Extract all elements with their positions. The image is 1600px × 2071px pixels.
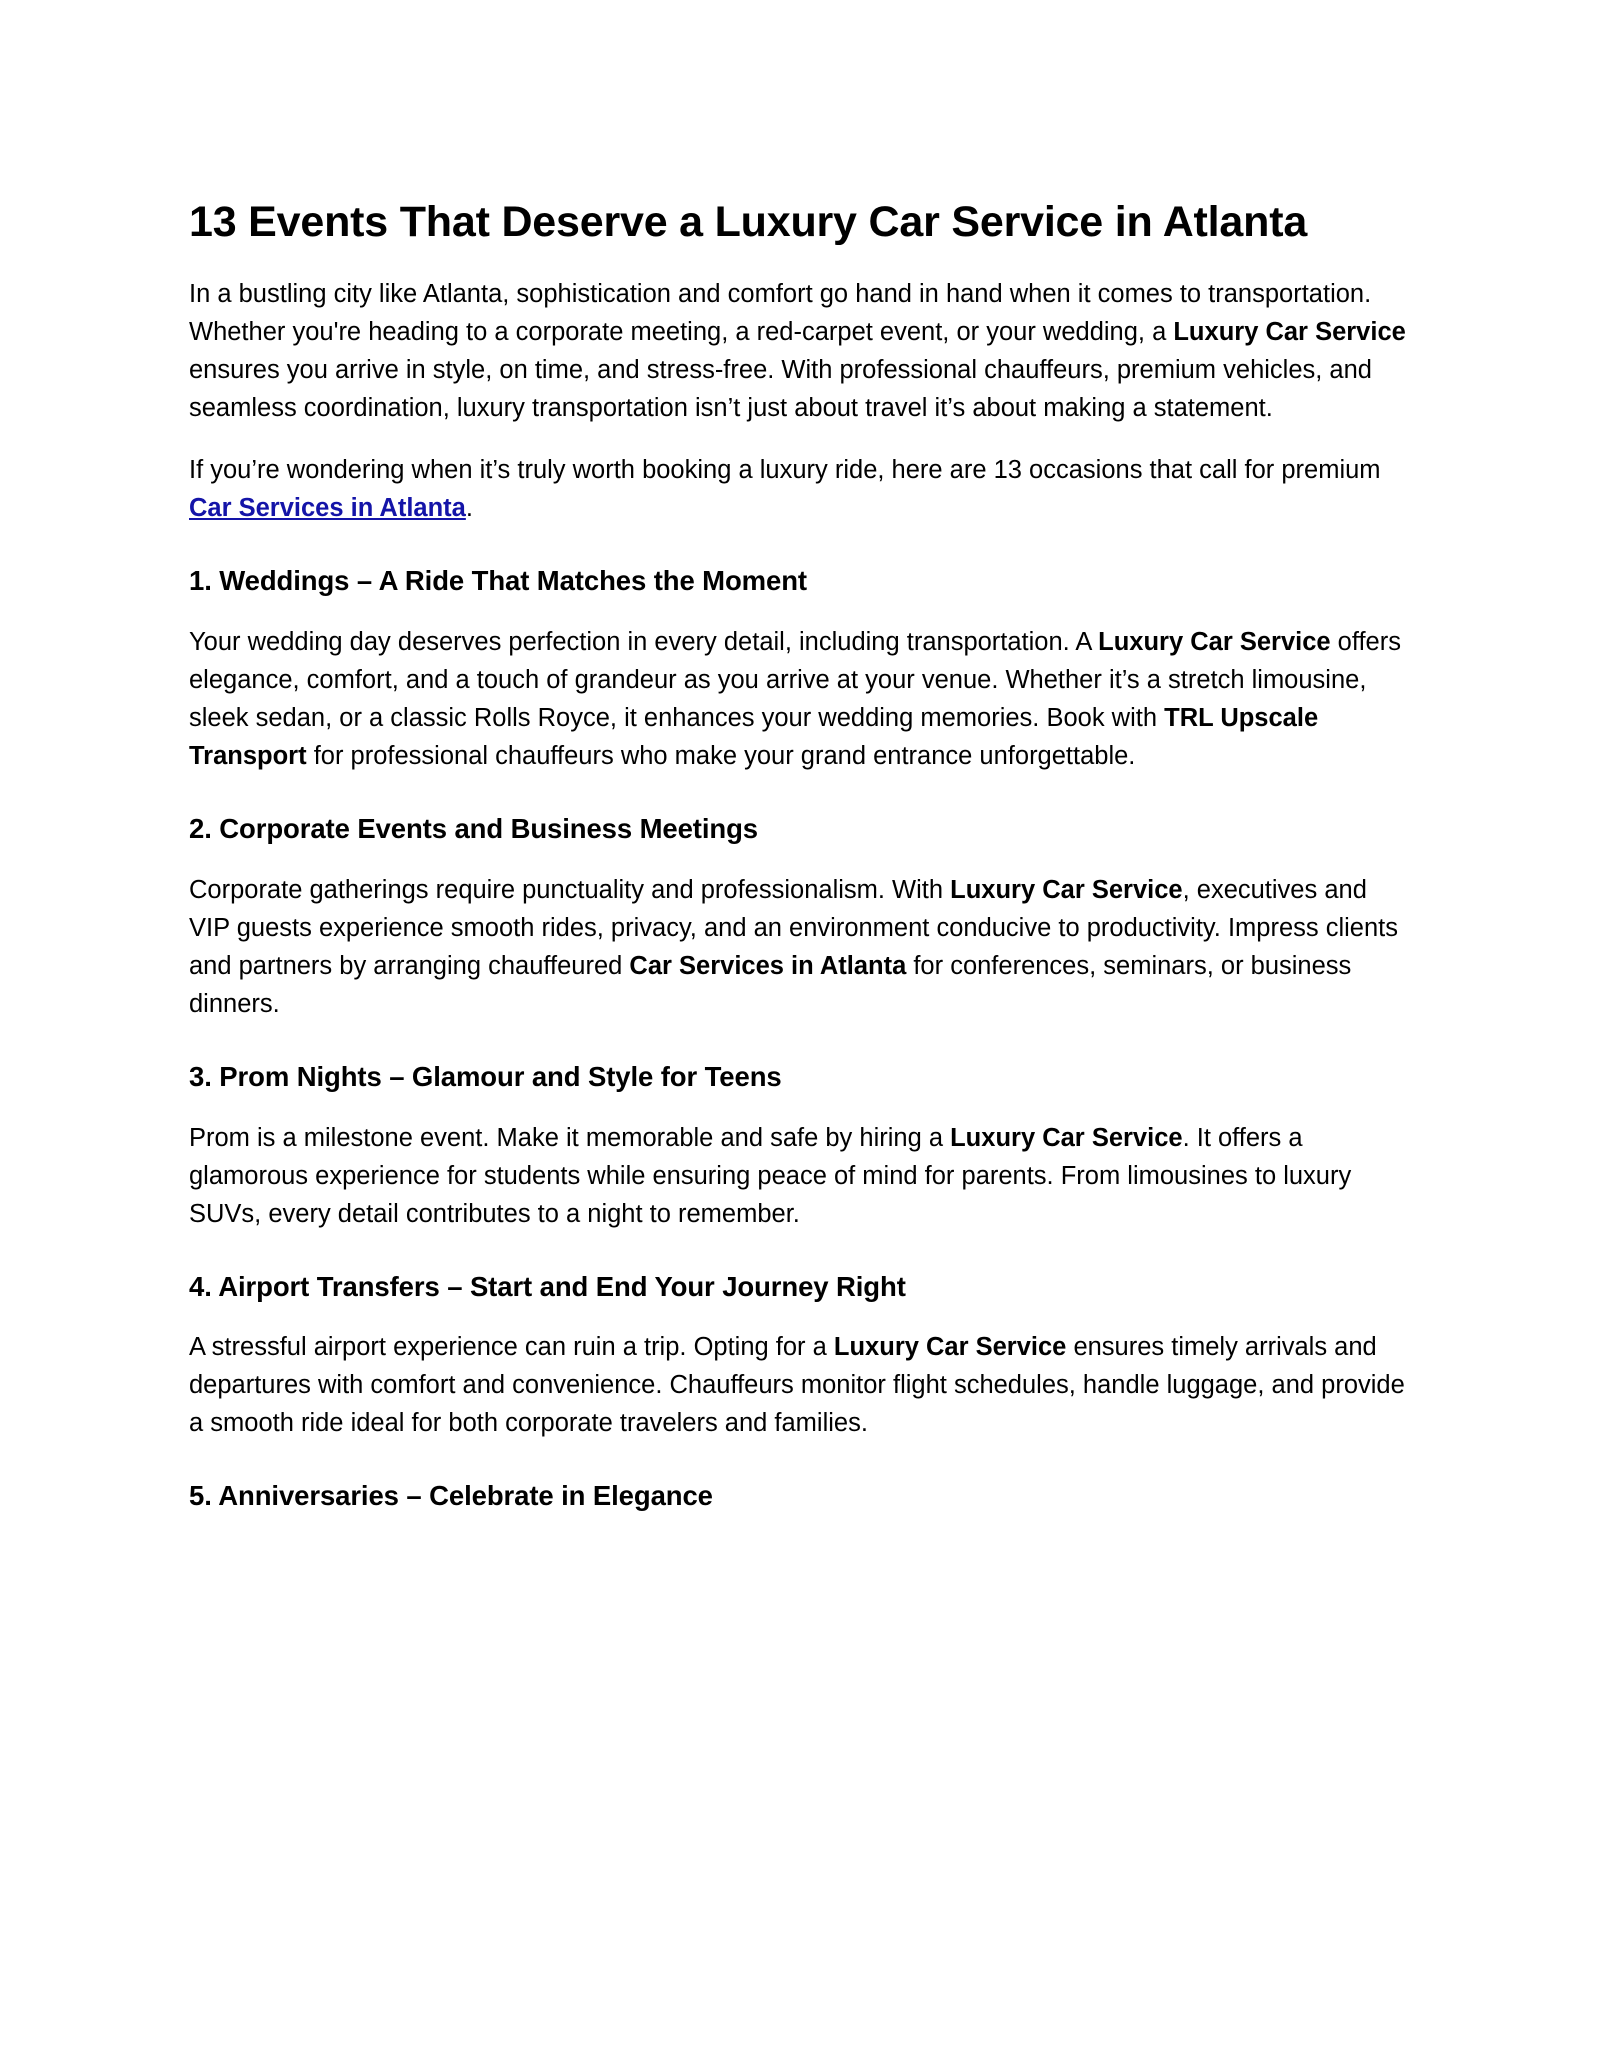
section-4-bold-luxury-car-service: Luxury Car Service [833,1333,1067,1362]
section-2-bold-car-services-in-atlanta: Car Services in Atlanta [629,951,907,980]
section-3-body [189,1119,1411,1233]
section-2-body [189,871,1411,1023]
section-2-text-part-2: , executives and VIP guests experience smooth rides, privacy, and an environment conducive to productivity. Impress clients and partners by arranging chauffeured [189,875,1406,980]
section-3-bold-luxury-car-service: Luxury Car Service [950,1123,1183,1152]
section-4-body [189,1328,1411,1442]
section-4-text-part-1: A stressful airport experience can ruin a trip. Opting for a [189,1333,834,1362]
intro-p2-text-part-1: If you’re wondering when it’s truly worth booking a luxury ride, here are 13 occasions that call for premium [189,456,1388,485]
section-1-bold-luxury-car-service: Luxury Car Service [1098,628,1331,657]
intro-p2-text-part-2: . [465,494,473,523]
intro-paragraph-2 [189,451,1411,527]
section-3-text-part-1: Prom is a milestone event. Make it memorable and safe by hiring a [189,1123,951,1152]
document-content [189,196,1411,1514]
section-4-text-part-2: ensures timely arrivals and departures with comfort and convenience. Chauffeurs monitor flight schedules, handle luggage, and provide a smooth ride ideal for both corporate travelers and families. [189,1333,1412,1438]
section-heading-2-corporate-events: 2. Corporate Events and Business Meetings [189,813,758,845]
section-heading-1-weddings: 1. Weddings – A Ride That Matches the Moment [189,565,807,597]
section-1-bold-trl-upscale-transport: TRL Upscale Transport [189,704,1319,771]
page-title: 13 Events That Deserve a Luxury Car Service in Atlanta [189,198,1308,246]
section-1-text-part-2: offers elegance, comfort, and a touch of grandeur as you arrive at your venue. Whether it’s a stretch limousine, sleek sedan, or a classic Rolls Royce, it enhances your wedding memories. Book with [189,628,1409,733]
section-heading-3-prom-nights: 3. Prom Nights – Glamour and Style for Teens [189,1060,782,1092]
section-3-text-part-2: . It offers a glamorous experience for students while ensuring peace of mind for parents. From limousines to luxury SUVs, every detail contributes to a night to remember. [189,1123,1359,1228]
section-heading-4-airport-transfers: 4. Airport Transfers – Start and End Your Journey Right [189,1270,906,1302]
section-2-bold-luxury-car-service: Luxury Car Service [950,875,1183,904]
section-2-text-part-1: Corporate gatherings require punctuality and professionalism. With [189,875,951,904]
intro-paragraph-1 [189,275,1411,427]
section-1-text-part-1: Your wedding day deserves perfection in every detail, including transportation. A [189,628,1099,657]
section-1-body [189,623,1411,775]
intro-p1-text-part-1: In a bustling city like Atlanta, sophistication and comfort go hand in hand when it comes to transportation. Whether you're heading to a corporate meeting, a red-carpet event, or your wedding, a [189,280,1379,347]
section-1-text-part-3: for professional chauffeurs who make your grand entrance unforgettable. [306,742,1136,771]
section-2-text-part-3: for conferences, seminars, or business dinners. [189,951,1359,1018]
car-services-in-atlanta-link[interactable]: Car Services in Atlanta [189,494,466,523]
intro-p1-text-part-2: ensures you arrive in style, on time, and stress-free. With professional chauffeurs, premium vehicles, and seamless coordination, luxury transportation isn’t just about travel it’s about making a statement. [189,318,1413,423]
intro-p1-bold-luxury-car-service: Luxury Car Service [1173,318,1406,347]
section-heading-5-anniversaries: 5. Anniversaries – Celebrate in Elegance [189,1480,713,1512]
